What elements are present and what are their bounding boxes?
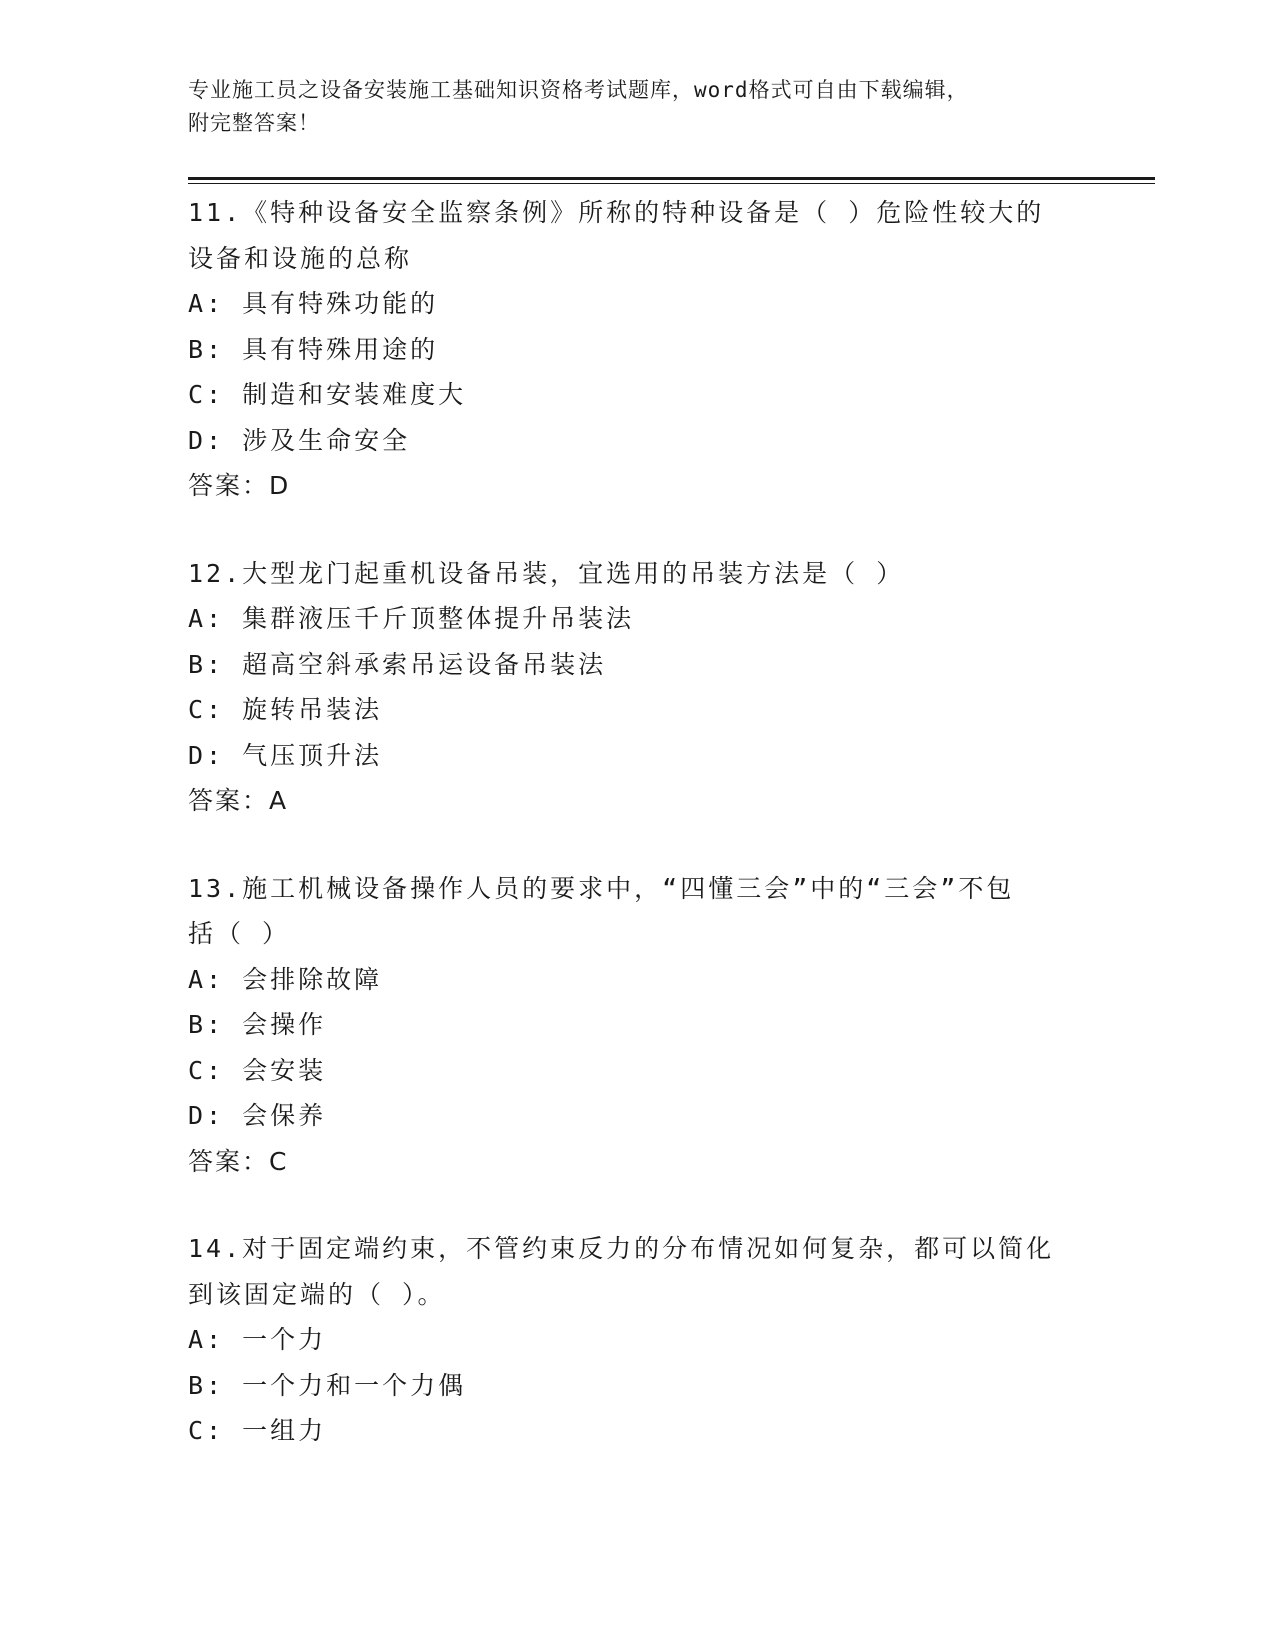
document-header <box>188 74 1088 140</box>
option-a: A: 具有特殊功能的 <box>188 289 439 318</box>
question-stem <box>188 1226 1088 1317</box>
option-a: A: 集群液压千斤顶整体提升吊装法 <box>188 604 635 633</box>
answer-value: A <box>269 786 288 815</box>
option-b: B: 会操作 <box>188 1010 327 1039</box>
option-d: D: 会保养 <box>188 1101 327 1130</box>
question-13 <box>188 866 1088 1185</box>
answer-value: C <box>269 1146 288 1176</box>
answer-label: 答案： <box>188 786 270 815</box>
option-d: D: 气压顶升法 <box>188 740 383 770</box>
question-stem-line: 11.《特种设备安全监察条例》所称的特种设备是（ ）危险性较大的 <box>188 198 1045 227</box>
question-list <box>188 190 1088 1496</box>
question-stem-line: 13.施工机械设备操作人员的要求中，“四懂三会”中的“三会”不包 <box>188 873 1015 903</box>
option-c: C: 一组力 <box>188 1416 327 1445</box>
option-b: B: 具有特殊用途的 <box>188 334 439 364</box>
question-stem-line: 到该固定端的（ ）。 <box>188 1279 446 1309</box>
option-c: C: 制造和安装难度大 <box>188 380 467 409</box>
header-line-1: 专业施工员之设备安装施工基础知识资格考试题库，word格式可自由下载编辑， <box>188 78 969 102</box>
answer-label: 答案： <box>188 471 270 500</box>
question-stem-line: 括（ ） <box>188 919 291 948</box>
question-stem <box>188 866 1088 957</box>
option-b: B: 超高空斜承索吊运设备吊装法 <box>188 649 607 679</box>
answer-value: D <box>269 471 290 500</box>
option-c: C: 会安装 <box>188 1055 327 1085</box>
header-divider <box>188 177 1155 180</box>
question-11 <box>188 190 1088 509</box>
question-stem-line: 12.大型龙门起重机设备吊装，宜选用的吊装方法是（ ） <box>188 558 905 588</box>
question-stem <box>188 551 1088 597</box>
question-12 <box>188 551 1088 824</box>
option-b: B: 一个力和一个力偶 <box>188 1370 467 1400</box>
header-line-2: 附完整答案！ <box>188 111 320 135</box>
option-d: D: 涉及生命安全 <box>188 425 411 455</box>
option-a: A: 会排除故障 <box>188 964 383 994</box>
question-14 <box>188 1226 1088 1454</box>
header-divider-thin <box>188 183 1155 184</box>
option-c: C: 旋转吊装法 <box>188 695 383 724</box>
question-stem-line: 设备和设施的总称 <box>188 243 413 273</box>
answer-label: 答案： <box>188 1146 270 1176</box>
option-a: A: 一个力 <box>188 1325 327 1354</box>
answer-line <box>188 778 1088 824</box>
question-stem <box>188 190 1088 281</box>
answer-line <box>188 1139 1088 1185</box>
answer-line <box>188 463 1088 509</box>
question-stem-line: 14.对于固定端约束，不管约束反力的分布情况如何复杂，都可以简化 <box>188 1234 1055 1263</box>
